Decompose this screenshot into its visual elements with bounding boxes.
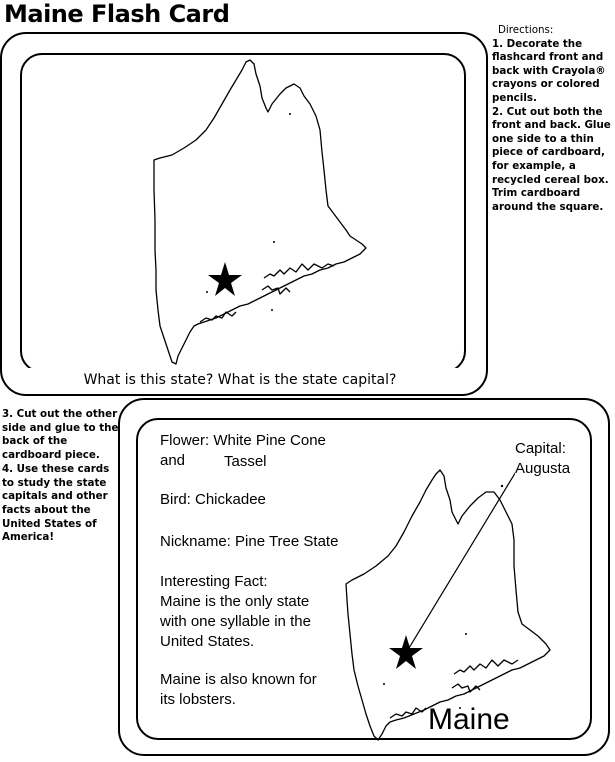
- state-name: Maine: [428, 703, 510, 736]
- back-star-icon: [389, 635, 423, 669]
- front-question: What is this state? What is the state capital?: [18, 368, 462, 392]
- direction-step-3: 3. Cut out the other side and glue to the back of the cardboard piece.: [2, 408, 119, 462]
- direction-step-1: 1. Decorate the flashcard front and back with Crayola® crayons or colored pencils.: [492, 37, 606, 104]
- flower-label: Flower: White Pine Cone and: [160, 432, 326, 469]
- page-title: Maine Flash Card: [4, 0, 230, 28]
- back-maine-outline: [346, 470, 550, 740]
- direction-step-2: 2. Cut out both the front and back. Glue one side to a thin piece of cardboard, for example, a recycled cereal box. Trim cardboard around the square.: [492, 105, 611, 213]
- nickname-label: Nickname: Pine Tree State: [160, 533, 339, 550]
- flower-label-cont: Tassel: [224, 453, 267, 470]
- capital-label: [515, 439, 570, 479]
- direction-step-4: 4. Use these cards to study the state capitals and other facts about the United States of America!: [2, 462, 110, 544]
- capital-label-text: Capital:: [515, 440, 566, 457]
- directions-heading: Directions:: [498, 24, 554, 36]
- back-map-dots: [383, 485, 503, 709]
- fact-1: Maine is the only state with one syllable in the United States.: [160, 593, 311, 650]
- capital-name: Augusta: [515, 460, 571, 477]
- fact-heading: Interesting Fact:: [160, 573, 268, 590]
- capital-pointer-line: [409, 470, 517, 648]
- fact-2: Maine is also known for its lobsters.: [160, 671, 317, 708]
- bird-label: Bird: Chickadee: [160, 491, 266, 508]
